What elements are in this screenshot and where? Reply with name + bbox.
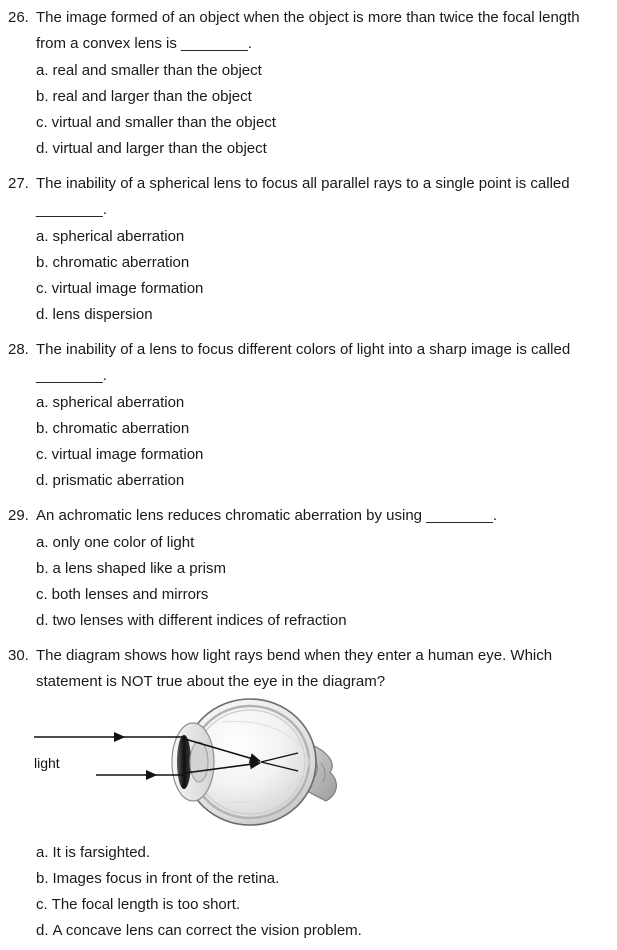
- option-text: A concave lens can correct the vision problem.: [52, 922, 362, 939]
- eye-diagram: [32, 696, 609, 836]
- option: [36, 468, 609, 494]
- option-letter: a.: [36, 228, 49, 245]
- option-letter: d.: [36, 612, 49, 629]
- option-text: chromatic aberration: [52, 420, 190, 437]
- options-list: [36, 58, 609, 162]
- option: [36, 302, 609, 328]
- question-text: The diagram shows how light rays bend when they enter a human eye. Which statement is NOT true about the eye in the diagram?: [36, 647, 553, 690]
- option-text: virtual and smaller than the object: [51, 114, 276, 131]
- option: [36, 84, 609, 110]
- option: [36, 608, 609, 634]
- option: [36, 918, 609, 944]
- option-text: The focal length is too short.: [51, 896, 241, 913]
- option: [36, 250, 609, 276]
- option: [36, 582, 609, 608]
- option-letter: c.: [36, 896, 48, 913]
- question-number: 26.: [8, 9, 29, 26]
- iris: [177, 735, 191, 789]
- option-letter: a.: [36, 394, 49, 411]
- question-27: [8, 171, 609, 328]
- option: [36, 556, 609, 582]
- option: [36, 530, 609, 556]
- question-text: The inability of a spherical lens to focus all parallel rays to a single point is called ________.: [36, 175, 570, 218]
- option-text: spherical aberration: [52, 228, 185, 245]
- option: [36, 442, 609, 468]
- option: [36, 866, 609, 892]
- options-list: [36, 840, 609, 944]
- option-text: only one color of light: [52, 534, 195, 551]
- options-list: [36, 530, 609, 634]
- option-text: It is farsighted.: [52, 844, 151, 861]
- option-letter: c.: [36, 280, 48, 297]
- option-letter: d.: [36, 472, 49, 489]
- eye-diagram-svg: [32, 696, 372, 836]
- option-letter: a.: [36, 62, 49, 79]
- option: [36, 390, 609, 416]
- options-list: [36, 224, 609, 328]
- option-letter: b.: [36, 254, 49, 271]
- question-number: 28.: [8, 341, 29, 358]
- option-letter: d.: [36, 140, 49, 157]
- option-text: real and smaller than the object: [52, 62, 262, 79]
- option-letter: b.: [36, 420, 49, 437]
- question-29: [8, 503, 609, 634]
- question-28: [8, 337, 609, 494]
- question-number: 29.: [8, 507, 29, 524]
- option-text: virtual image formation: [51, 280, 204, 297]
- option: [36, 276, 609, 302]
- option-letter: a.: [36, 844, 49, 861]
- question-text: The inability of a lens to focus different colors of light into a sharp image is called ________.: [36, 341, 571, 384]
- option-text: a lens shaped like a prism: [52, 560, 226, 577]
- light-label: light: [34, 755, 60, 771]
- question-text: The image formed of an object when the object is more than twice the focal length from a convex lens is ________.: [36, 9, 580, 52]
- option: [36, 416, 609, 442]
- option-letter: b.: [36, 88, 49, 105]
- question-30: [8, 643, 609, 944]
- option-text: Images focus in front of the retina.: [52, 870, 280, 887]
- option: [36, 136, 609, 162]
- option-letter: b.: [36, 560, 49, 577]
- lens: [190, 742, 208, 782]
- question-text: An achromatic lens reduces chromatic aberration by using ________.: [36, 507, 498, 524]
- option: [36, 892, 609, 918]
- option-text: prismatic aberration: [52, 472, 185, 489]
- option-text: both lenses and mirrors: [51, 586, 209, 603]
- option-text: lens dispersion: [52, 306, 153, 323]
- option: [36, 840, 609, 866]
- option-letter: c.: [36, 114, 48, 131]
- option-letter: a.: [36, 534, 49, 551]
- option-text: real and larger than the object: [52, 88, 252, 105]
- options-list: [36, 390, 609, 494]
- option: [36, 58, 609, 84]
- option-text: two lenses with different indices of refraction: [52, 612, 347, 629]
- option-letter: c.: [36, 446, 48, 463]
- option-text: virtual and larger than the object: [52, 140, 267, 157]
- option-text: virtual image formation: [51, 446, 204, 463]
- option-letter: c.: [36, 586, 48, 603]
- option: [36, 224, 609, 250]
- option-letter: d.: [36, 306, 49, 323]
- option-letter: b.: [36, 870, 49, 887]
- option-text: chromatic aberration: [52, 254, 190, 271]
- option-text: spherical aberration: [52, 394, 185, 411]
- option-letter: d.: [36, 922, 49, 939]
- option: [36, 110, 609, 136]
- question-26: [8, 5, 609, 162]
- question-number: 27.: [8, 175, 29, 192]
- question-number: 30.: [8, 647, 29, 664]
